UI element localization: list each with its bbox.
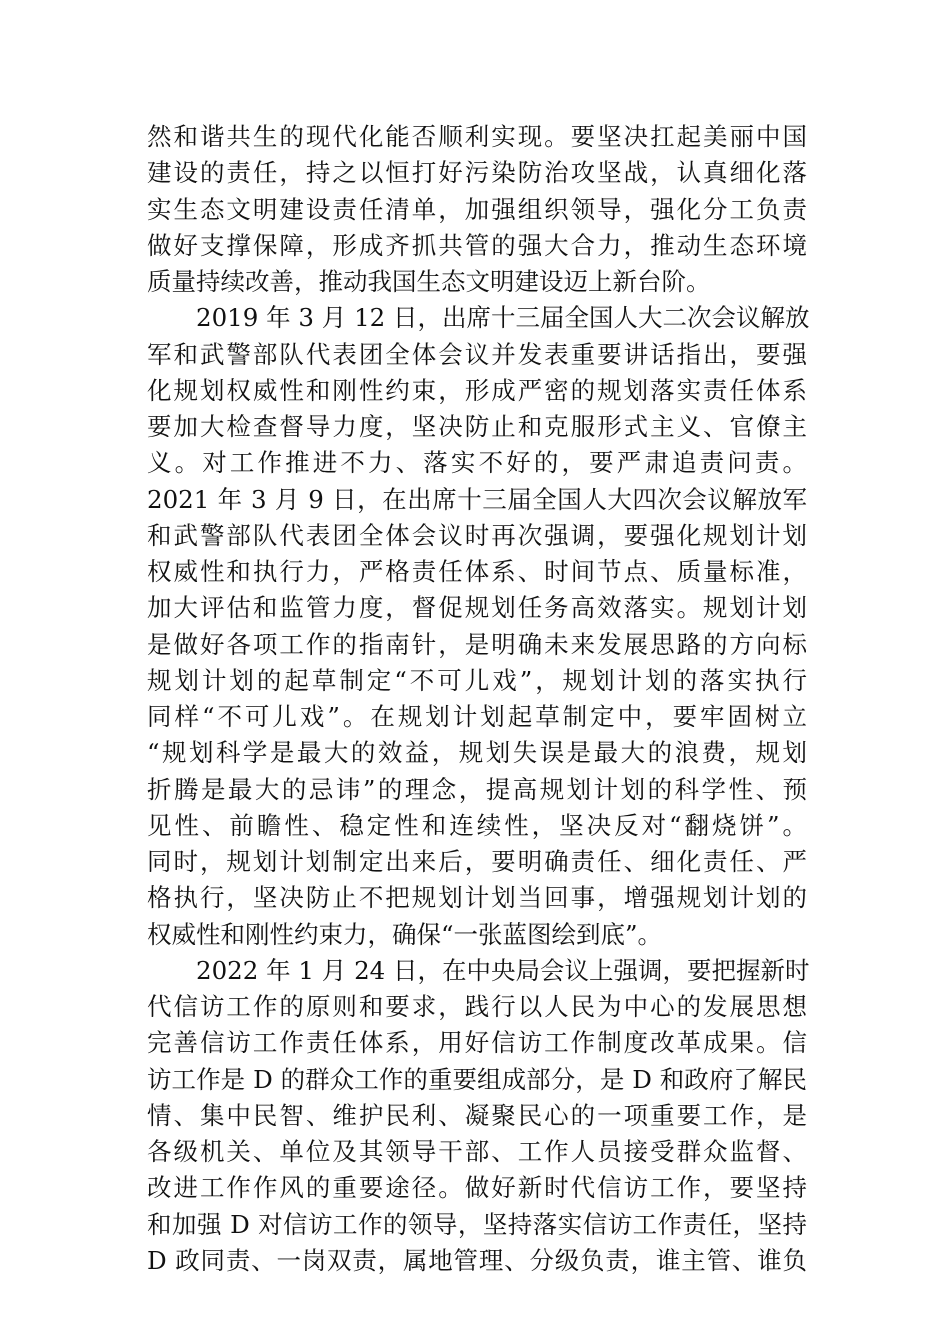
- text-line: 情、集中民智、维护民利、凝聚民心的一项重要工作，是: [147, 1100, 807, 1130]
- text-line: D 政同责、一岗双责，属地管理、分级负责，谁主管、谁负: [147, 1245, 807, 1275]
- text-line: 2022 年 1 月 24 日，在中央局会议上强调，要把握新时: [147, 955, 810, 985]
- text-line: 实生态文明建设责任清单，加强组织领导，强化分工负责: [147, 194, 807, 224]
- text-line: 做好支撑保障，形成齐抓共管的强大合力，推动生态环境: [147, 230, 807, 260]
- text-line: 见性、前瞻性、稳定性和连续性，坚决反对“翻烧饼”。: [147, 810, 807, 840]
- text-line: 义。对工作推进不力、落实不好的，要严肃追责问责。: [147, 448, 807, 478]
- paragraph: [147, 300, 810, 953]
- text-line: 2021 年 3 月 9 日，在出席十三届全国人大四次会议解放军: [147, 484, 807, 514]
- text-line: 和加强 D 对信访工作的领导，坚持落实信访工作责任，坚持: [147, 1209, 807, 1239]
- text-line: 折腾是最大的忌讳”的理念，提高规划计划的科学性、预: [147, 774, 807, 804]
- text-line: 军和武警部队代表团全体会议并发表重要讲话指出，要强: [147, 339, 807, 369]
- text-line: 各级机关、单位及其领导干部、工作人员接受群众监督、: [147, 1137, 807, 1166]
- text-line: 是做好各项工作的指南针，是明确未来发展思路的方向标: [147, 629, 807, 659]
- text-line: 化规划权威性和刚性约束，形成严密的规划落实责任体系: [147, 375, 807, 405]
- text-line: 要加大检查督导力度，坚决防止和克服形式主义、官僚主: [147, 412, 807, 441]
- text-line: 代信访工作的原则和要求，践行以人民为中心的发展思想: [147, 992, 807, 1021]
- text-line: 2019 年 3 月 12 日，出席十三届全国人大二次会议解放: [147, 303, 810, 333]
- text-line: “规划科学是最大的效益，规划失误是最大的浪费，规划: [147, 738, 807, 768]
- text-line: 质量持续改善，推动我国生态文明建设迈上新台阶。: [147, 267, 711, 296]
- text-line: 权威性和执行力，严格责任体系、时间节点、质量标准，: [147, 557, 807, 586]
- text-line: 建设的责任，持之以恒打好污染防治攻坚战，认真细化落: [147, 158, 807, 188]
- paragraph: [147, 119, 807, 300]
- text-line: 完善信访工作责任体系，用好信访工作制度改革成果。信: [147, 1028, 807, 1058]
- text-line: 权威性和刚性约束力，确保“一张蓝图绘到底”。: [147, 919, 663, 949]
- text-line: 访工作是 D 的群众工作的重要组成部分，是 D 和政府了解民: [147, 1064, 807, 1094]
- text-line: 规划计划的起草制定“不可儿戏”，规划计划的落实执行: [147, 665, 807, 695]
- text-line: 改进工作作风的重要途径。做好新时代信访工作，要坚持: [147, 1173, 807, 1203]
- text-line: 和武警部队代表团全体会议时再次强调，要强化规划计划: [147, 520, 807, 550]
- text-line: 格执行，坚决防止不把规划计划当回事，增强规划计划的: [147, 883, 807, 913]
- paragraph: [147, 953, 810, 1279]
- text-line: 同时，规划计划制定出来后，要明确责任、细化责任、严: [147, 847, 807, 876]
- text-line: 然和谐共生的现代化能否顺利实现。要坚决扛起美丽中国: [147, 122, 807, 151]
- text-line: 同样“不可儿戏”。在规划计划起草制定中，要牢固树立: [147, 702, 807, 731]
- document-body: [147, 119, 810, 1279]
- text-line: 加大评估和监管力度，督促规划任务高效落实。规划计划: [147, 593, 807, 623]
